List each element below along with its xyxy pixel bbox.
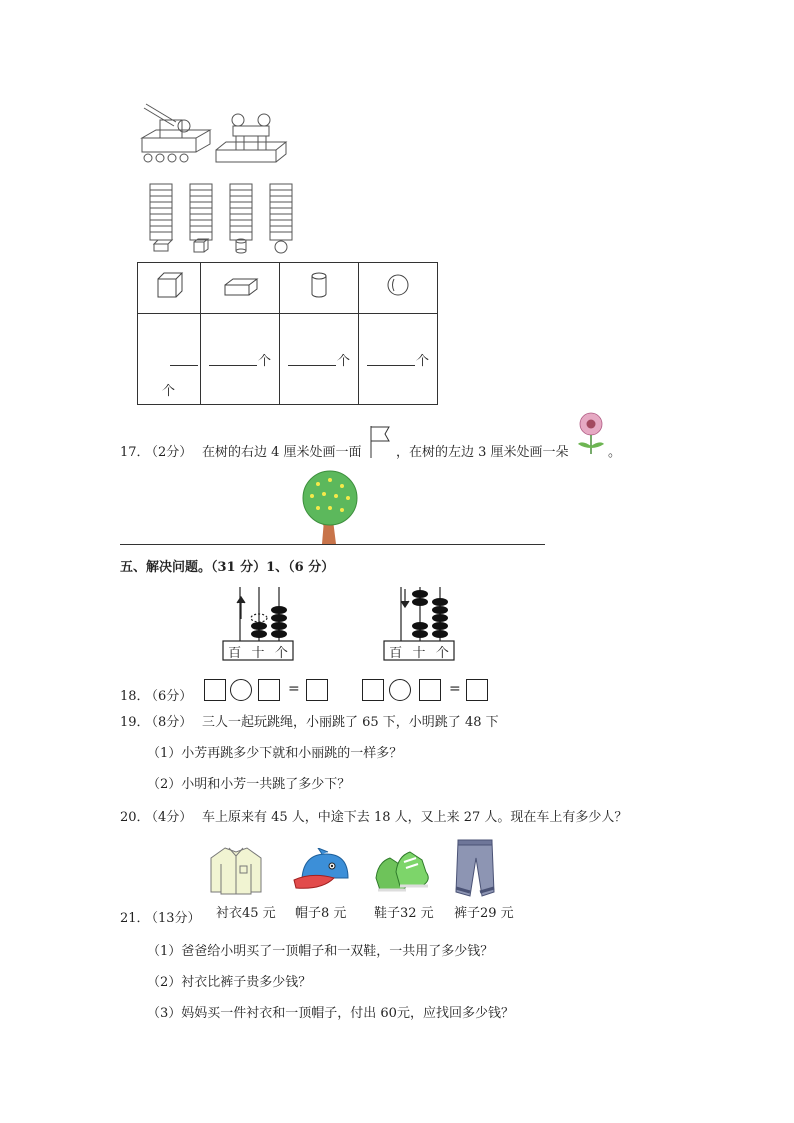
abacus-left-labels [223,642,293,660]
q17-text-b: ，在树的左边 3 厘米处画一朵 [396,445,569,460]
abacus-right-labels [384,642,454,660]
answer-box[interactable] [306,679,328,701]
item-price-shirt: 衬衣45 元 [216,906,276,921]
q19-number: 19． [120,715,150,730]
answer-blank[interactable] [209,365,257,366]
q21-sub1: （1）爸爸给小明买了一顶帽子和一双鞋，一共用了多少钱？ [147,944,494,959]
q20-score: （4分） [145,810,193,825]
flower-icon [574,410,608,456]
q19-sub1: （1）小芳再跳多少下就和小丽跳的一样多？ [147,746,403,761]
q17-text-end: 。 [608,445,622,460]
cuboid-count-cell [201,314,280,405]
sphere-cell [359,263,438,314]
cap-icon [292,848,352,896]
flag-icon [368,424,392,460]
q17-score: （2分） [145,445,193,460]
equals-sign: = [449,681,461,697]
q18-score: （6分） [145,689,193,704]
q19-sub2: （2）小明和小芳一共跳了多少下？ [147,777,351,792]
answer-box[interactable] [466,679,488,701]
tree-icon [298,470,362,546]
answer-box[interactable] [204,679,226,701]
operator-circle[interactable] [389,679,411,701]
q21-sub3: （3）妈妈买一件衬衣和一顶帽子，付出 60元，应找回多少钱？ [147,1006,514,1021]
sphere-icon [359,263,437,309]
cylinder-count-cell [280,314,359,405]
sphere-count-cell [359,314,438,405]
answer-box[interactable] [362,679,384,701]
operator-circle[interactable] [230,679,252,701]
answer-blank[interactable] [170,365,198,366]
q21-sub2: （2）衬衣比裤子贵多少钱？ [147,975,312,990]
trousers-icon [452,838,498,900]
q19-score: （8分） [145,715,193,730]
cube-count-cell [138,314,201,405]
cylinder-icon [280,263,358,309]
abacus-label-ones: 个 [274,645,288,661]
item-price-trousers: 裤子29 元 [454,906,514,921]
unit-label: 个 [162,384,176,399]
abacus-label-hundreds: 百 [228,645,242,661]
abacus-label-hundreds: 百 [389,645,403,661]
abacus-label-tens: 十 [412,645,426,661]
abacus-label-ones: 个 [435,645,449,661]
answer-blank[interactable] [367,365,415,366]
cube-icon [138,263,200,309]
unit-label: 个 [416,354,430,369]
cylinder-cell [280,263,359,314]
q21-score: （13分） [145,911,201,926]
equals-sign: = [288,681,300,697]
section5-heading: 五、解决问题。（31 分）1、（6 分） [120,560,335,575]
q20-number: 20． [120,810,150,825]
shirt-icon [207,844,265,896]
cuboid-icon [201,263,279,309]
abacus-label-tens: 十 [251,645,265,661]
block-models-illustration [138,98,303,258]
q17-text-a: 在树的右边 4 厘米处画一面 [202,445,362,460]
q21-number: 21． [120,911,150,926]
unit-label: 个 [258,354,272,369]
item-price-shoes: 鞋子32 元 [374,906,434,921]
answer-box[interactable] [419,679,441,701]
shoes-icon [372,848,432,898]
unit-label: 个 [337,354,351,369]
answer-blank[interactable] [288,365,336,366]
cuboid-cell [201,263,280,314]
q20-text: 车上原来有 45 人，中途下去 18 人，又上来 27 人。现在车上有多少人？ [202,810,628,825]
q19-text: 三人一起玩跳绳，小丽跳了 65 下，小明跳了 48 下 [202,715,499,730]
answer-box[interactable] [258,679,280,701]
item-price-cap: 帽子8 元 [295,906,347,921]
q18-number: 18． [120,689,150,704]
shape-count-table [137,262,438,405]
q17-number: 17． [120,445,150,460]
cube-cell [138,263,201,314]
ground-line [120,544,545,545]
